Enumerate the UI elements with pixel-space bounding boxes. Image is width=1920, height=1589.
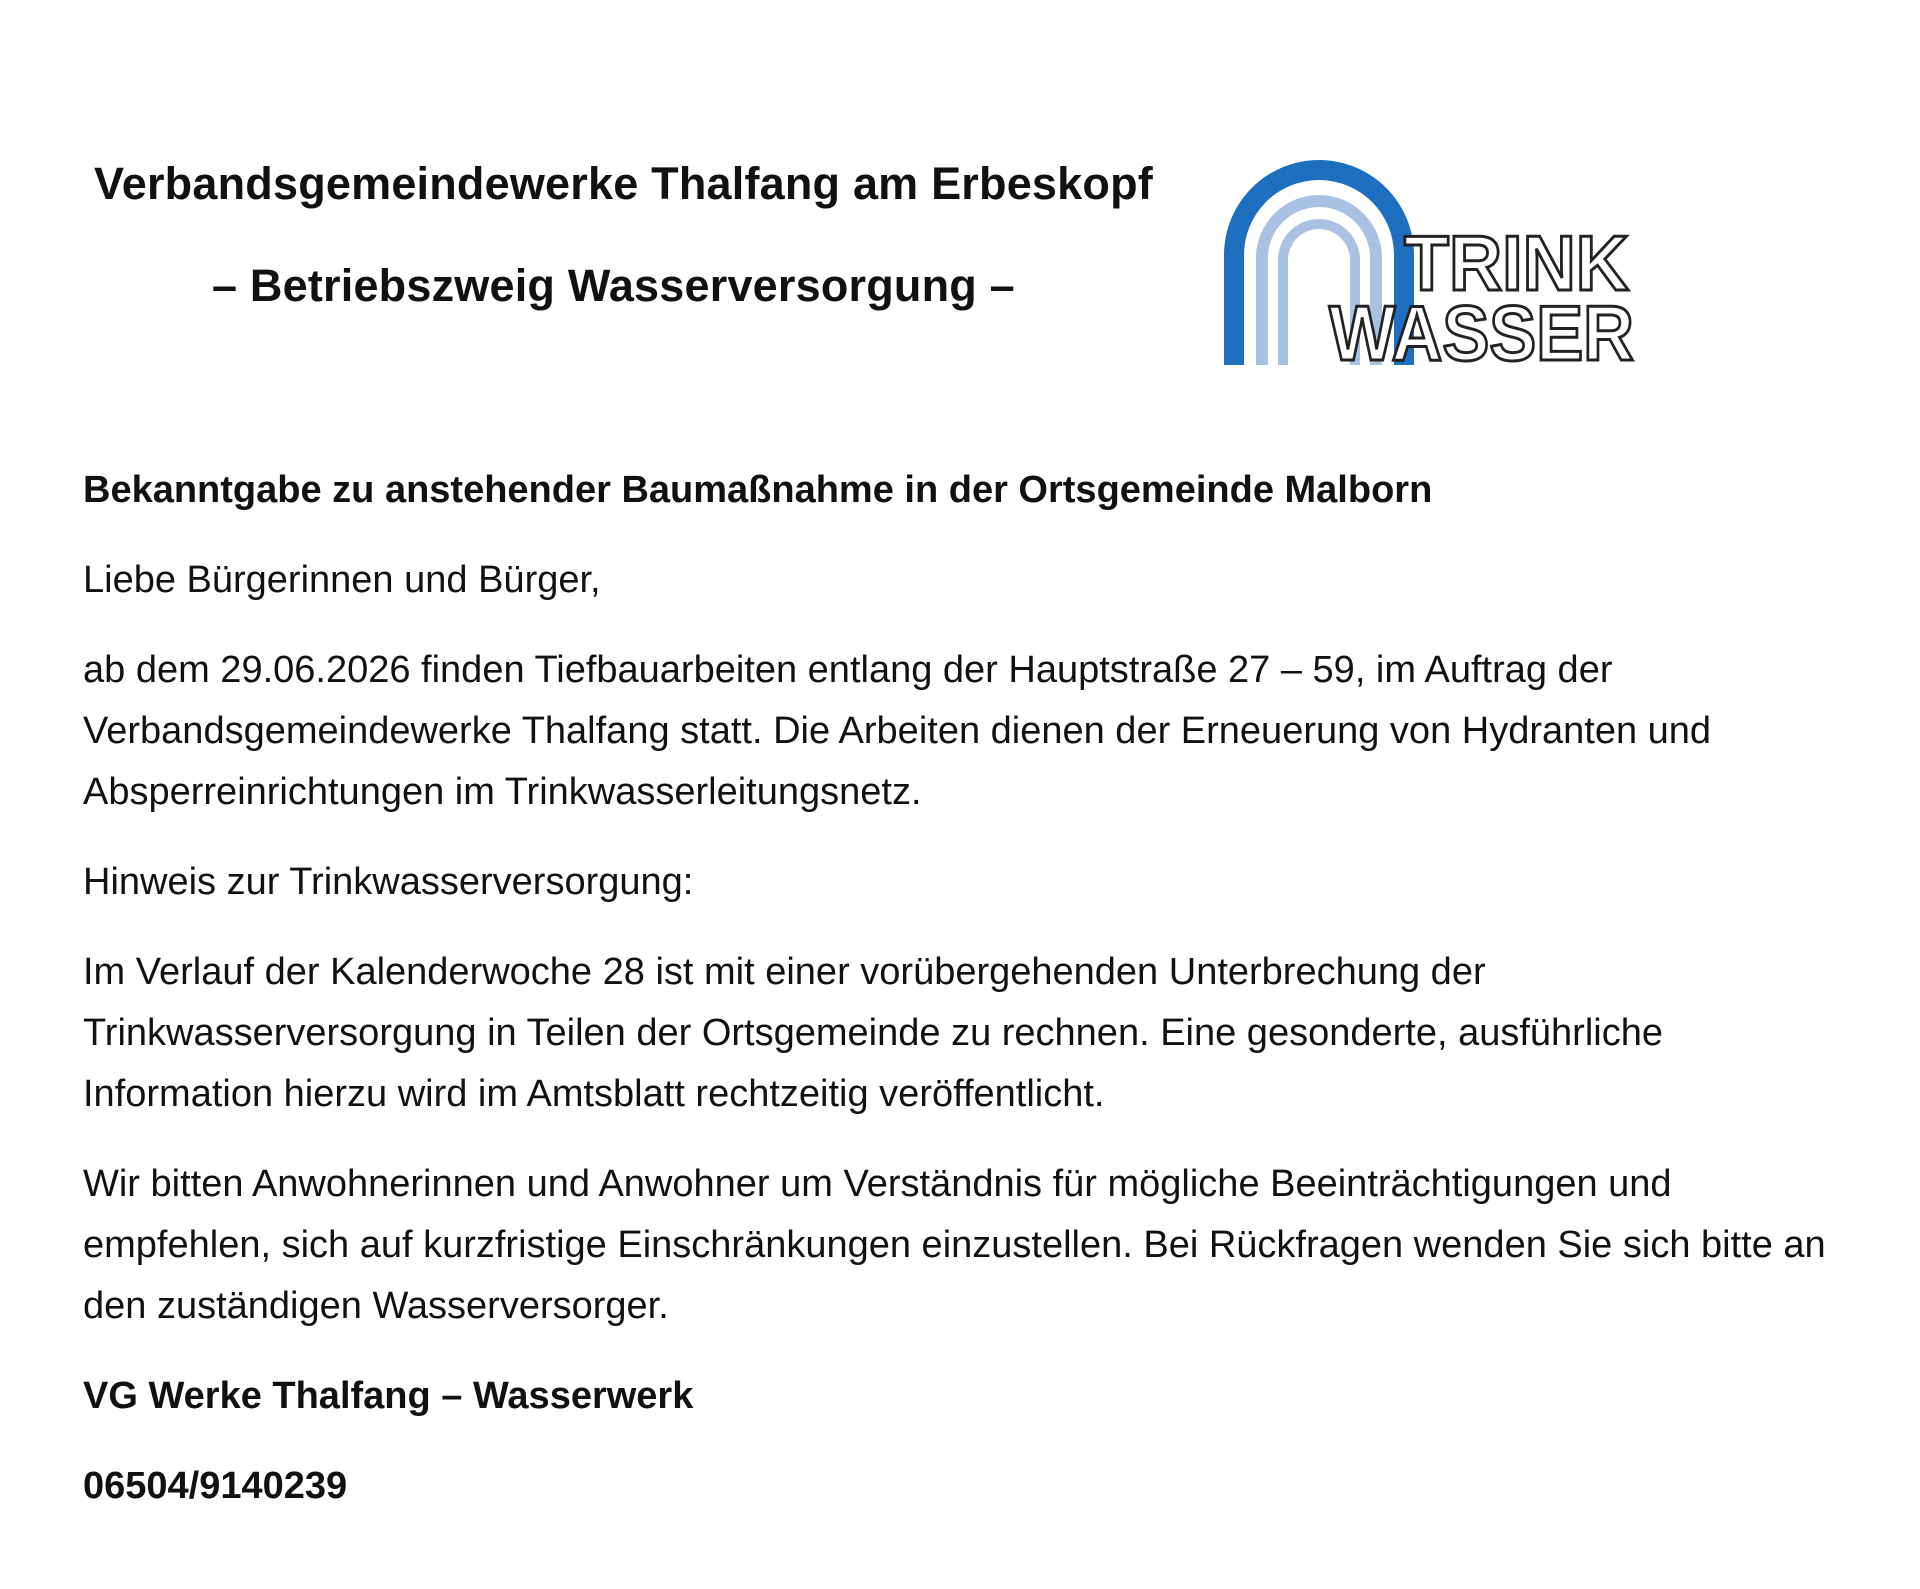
paragraph-water-interruption: Im Verlauf der Kalenderwoche 28 ist mit einer vorübergehenden Unterbrechung der Trinkwasserversorgung in Teilen der Ortsgemeinde zu rechnen. Eine gesonderte, ausführliche Information hierzu wird im Amtsblatt rechtzeitig veröffentlicht. xyxy=(83,951,1663,1115)
paragraph-construction: ab dem 29.06.2026 finden Tiefbauarbeiten entlang der Hauptstraße 27 – 59, im Auftrag der Verbandsgemeindewerke Thalfang statt. Die Arbeiten dienen der Erneuerung von Hydranten und Absperreinrichtungen im Trinkwasserleitungsnetz. xyxy=(83,649,1712,813)
hint-label: Hinweis zur Trinkwasserversorgung: xyxy=(83,861,694,903)
logo-word-wasser: WASSER xyxy=(1329,289,1634,365)
trinkwasser-logo xyxy=(1224,160,1644,365)
logo-word-trink: TRINK xyxy=(1404,219,1629,307)
document-header xyxy=(0,0,1920,400)
paragraph-request: Wir bitten Anwohnerinnen und Anwohner um Verständnis für mögliche Beeinträchtigungen und empfehlen, sich auf kurzfristige Einschränkungen einzustellen. Bei Rückfragen wenden Sie sich bitte an den zuständigen Wasserversorger. xyxy=(83,1163,1826,1327)
organization-subtitle: – Betriebszweig Wasserversorgung – xyxy=(212,260,1015,311)
notice-body xyxy=(83,460,1843,1546)
greeting: Liebe Bürgerinnen und Bürger, xyxy=(83,559,601,601)
signature: VG Werke Thalfang – Wasserwerk xyxy=(83,1375,694,1417)
organization-title: Verbandsgemeindewerke Thalfang am Erbeskopf xyxy=(94,158,1153,209)
notice-heading: Bekanntgabe zu anstehender Baumaßnahme in der Ortsgemeinde Malborn xyxy=(83,469,1433,511)
phone-number: 06504/9140239 xyxy=(83,1465,348,1507)
